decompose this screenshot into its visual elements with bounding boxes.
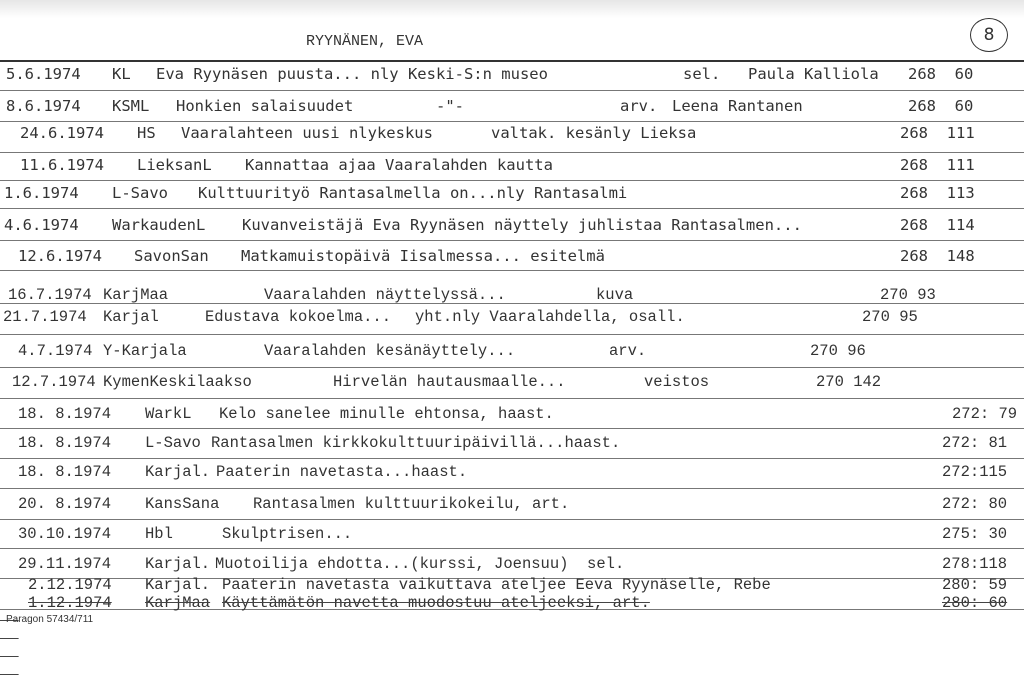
entry-ref: 278:118 [942, 555, 1008, 573]
ruled-line [0, 270, 1024, 271]
entry-text: Rantasalmen kirkkokulttuuripäivillä...haast. [211, 434, 621, 452]
entry-row [0, 216, 1024, 238]
ruled-line [0, 90, 1024, 91]
entry-date: 18. 8.1974 [18, 463, 112, 481]
entry-text: Kuvanveistäjä Eva Ryynäsen näyttely juhlistaa Rantasalmen... [242, 216, 802, 234]
ruled-line [0, 398, 1024, 399]
entry-source: KymenKeskilaakso [103, 373, 252, 391]
entry-ref: 268 111 [900, 124, 975, 142]
entry-date: 5.6.1974 [6, 65, 81, 83]
entry-row [0, 405, 1024, 427]
entry-text: Paaterin navetasta...haast. [216, 463, 468, 481]
card-title: RYYNÄNEN, EVA [306, 33, 424, 50]
entry-author: Leena Rantanen [672, 97, 803, 115]
entry-ref: 270 142 [816, 373, 882, 391]
entry-row [0, 555, 1024, 577]
entry-row [0, 525, 1024, 547]
entry-date: 30.10.1974 [18, 525, 112, 543]
entry-source: KL [112, 65, 131, 83]
entry-row [0, 373, 1024, 395]
entry-note: arv. [609, 342, 647, 360]
ruled-line [0, 334, 1024, 335]
entry-ref: 268 114 [900, 216, 975, 234]
entry-source: L-Savo [112, 184, 168, 202]
entry-ref: 275: 30 [942, 525, 1008, 543]
entry-date: 18. 8.1974 [18, 405, 112, 423]
entry-date: 4.6.1974 [4, 216, 79, 234]
entry-note: valtak. kesänly Lieksa [491, 124, 697, 142]
entry-note: yht.nly Vaaralahdella, osall. [415, 308, 685, 326]
ruled-line [0, 519, 1024, 520]
card-footer-imprint: Paragon 57434/711 [6, 614, 94, 625]
entry-ref: 272: 81 [942, 434, 1008, 452]
ruled-line [0, 548, 1024, 549]
entry-row [0, 65, 1024, 87]
entry-text: Kelo sanelee minulle ehtonsa, haast. [219, 405, 554, 423]
entry-text: Muotoilija ehdotta...(kurssi, Joensuu) sel. [215, 555, 625, 573]
page-number: 8 [983, 25, 995, 45]
entry-ref: 268 111 [900, 156, 975, 174]
entry-date: 20. 8.1974 [18, 495, 112, 513]
entry-row [0, 97, 1024, 119]
entry-note: kuva [596, 286, 634, 304]
entry-text: Rantasalmen kulttuurikokeilu, art. [253, 495, 570, 513]
entry-text: Paaterin navetasta vaikuttava ateljee Eeva Ryynäselle, Rebe [222, 576, 771, 594]
entry-date: 2.12.1974 [28, 576, 112, 594]
entry-source: KarjMaa [103, 286, 169, 304]
entry-row [0, 594, 1024, 616]
entry-date: 16.7.1974 [8, 286, 92, 304]
entry-ref: 280: 59 [942, 576, 1008, 594]
entry-source: KarjMaa [145, 594, 211, 612]
entry-source: Karjal. [145, 463, 211, 481]
entry-row [0, 495, 1024, 517]
ruled-line [0, 458, 1024, 459]
entry-source: Y-Karjala [103, 342, 187, 360]
entry-ditto: -"- [436, 97, 464, 115]
entry-note: veistos [644, 373, 710, 391]
entry-ref: 280: 60 [942, 594, 1008, 612]
entry-text: Matkamuistopäivä Iisalmessa... esitelmä [241, 247, 605, 265]
entry-source: KansSana [145, 495, 220, 513]
entry-text: Kannattaa ajaa Vaaralahden kautta [245, 156, 553, 174]
entry-source: L-Savo [145, 434, 201, 452]
entry-row [0, 308, 1024, 330]
entry-ref: 268 60 [908, 97, 974, 115]
entry-date: 12.7.1974 [12, 373, 96, 391]
entry-ref: 270 93 [880, 286, 936, 304]
entry-row [0, 286, 1024, 308]
entry-source: Karjal. [145, 576, 211, 594]
entry-source: SavonSan [134, 247, 209, 265]
ruled-line [0, 208, 1024, 209]
entry-text: Vaaralahden näyttelyssä... [264, 286, 506, 304]
ruled-line [0, 121, 1024, 122]
ruled-line [0, 428, 1024, 429]
entry-text: Hirvelän hautausmaalle... [333, 373, 566, 391]
entry-ref: 268 60 [908, 65, 974, 83]
entry-ref: 272: 79 [952, 405, 1018, 423]
entry-row [0, 184, 1024, 206]
entry-text: Vaaralahden kesänäyttely... [264, 342, 516, 360]
entry-source: LieksanL [137, 156, 212, 174]
entry-text: Vaaralahteen uusi nlykeskus [181, 124, 433, 142]
entry-text: Honkien salaisuudet [176, 97, 354, 115]
ruled-line [0, 180, 1024, 181]
entry-row [0, 434, 1024, 456]
entry-date: 1.6.1974 [4, 184, 79, 202]
entry-row [0, 463, 1024, 485]
ruled-line [0, 60, 1024, 62]
ruled-line [0, 152, 1024, 153]
entry-source: WarkL [145, 405, 192, 423]
entry-source: Karjal. [145, 555, 211, 573]
entry-source: Hbl [145, 525, 173, 543]
entry-ref: 270 96 [810, 342, 866, 360]
entry-date: 1.12.1974 [28, 594, 112, 612]
scan-edge-shade [0, 0, 1024, 18]
entry-source: Karjal [103, 308, 159, 326]
entry-row [0, 247, 1024, 269]
entry-date: 8.6.1974 [6, 97, 81, 115]
entry-note: arv. [620, 97, 658, 115]
entry-date: 4.7.1974 [18, 342, 93, 360]
entry-date: 21.7.1974 [3, 308, 87, 326]
entry-ref: 270 95 [862, 308, 918, 326]
entry-date: 11.6.1974 [20, 156, 104, 174]
entry-ref: 268 148 [900, 247, 975, 265]
entry-row [0, 342, 1024, 364]
ruled-line [0, 240, 1024, 241]
ruled-line [0, 488, 1024, 489]
entry-row [0, 124, 1024, 146]
entry-source: WarkaudenL [112, 216, 206, 234]
entry-source: KSML [112, 97, 150, 115]
entry-note: sel. [683, 65, 721, 83]
entry-text: Käyttämätön navetta muodostuu ateljeeksi, art. [222, 594, 650, 612]
ruled-line [0, 367, 1024, 368]
entry-ref: 268 113 [900, 184, 975, 202]
entry-text: Skulptrisen... [222, 525, 353, 543]
entry-author: Paula Kalliola [748, 65, 879, 83]
entry-ref: 272: 80 [942, 495, 1008, 513]
entry-source: HS [137, 124, 156, 142]
entry-date: 18. 8.1974 [18, 434, 112, 452]
entry-text: Edustava kokoelma... [205, 308, 392, 326]
page-number-circle [970, 18, 1008, 52]
entry-text: Eva Ryynäsen puusta... nly Keski-S:n museo [156, 65, 548, 83]
entry-date: 29.11.1974 [18, 555, 112, 573]
entry-ref: 272:115 [942, 463, 1008, 481]
entry-row [0, 156, 1024, 178]
entry-date: 12.6.1974 [18, 247, 102, 265]
entry-date: 24.6.1974 [20, 124, 104, 142]
entry-text: Kulttuurityö Rantasalmella on...nly Rantasalmi [198, 184, 628, 202]
